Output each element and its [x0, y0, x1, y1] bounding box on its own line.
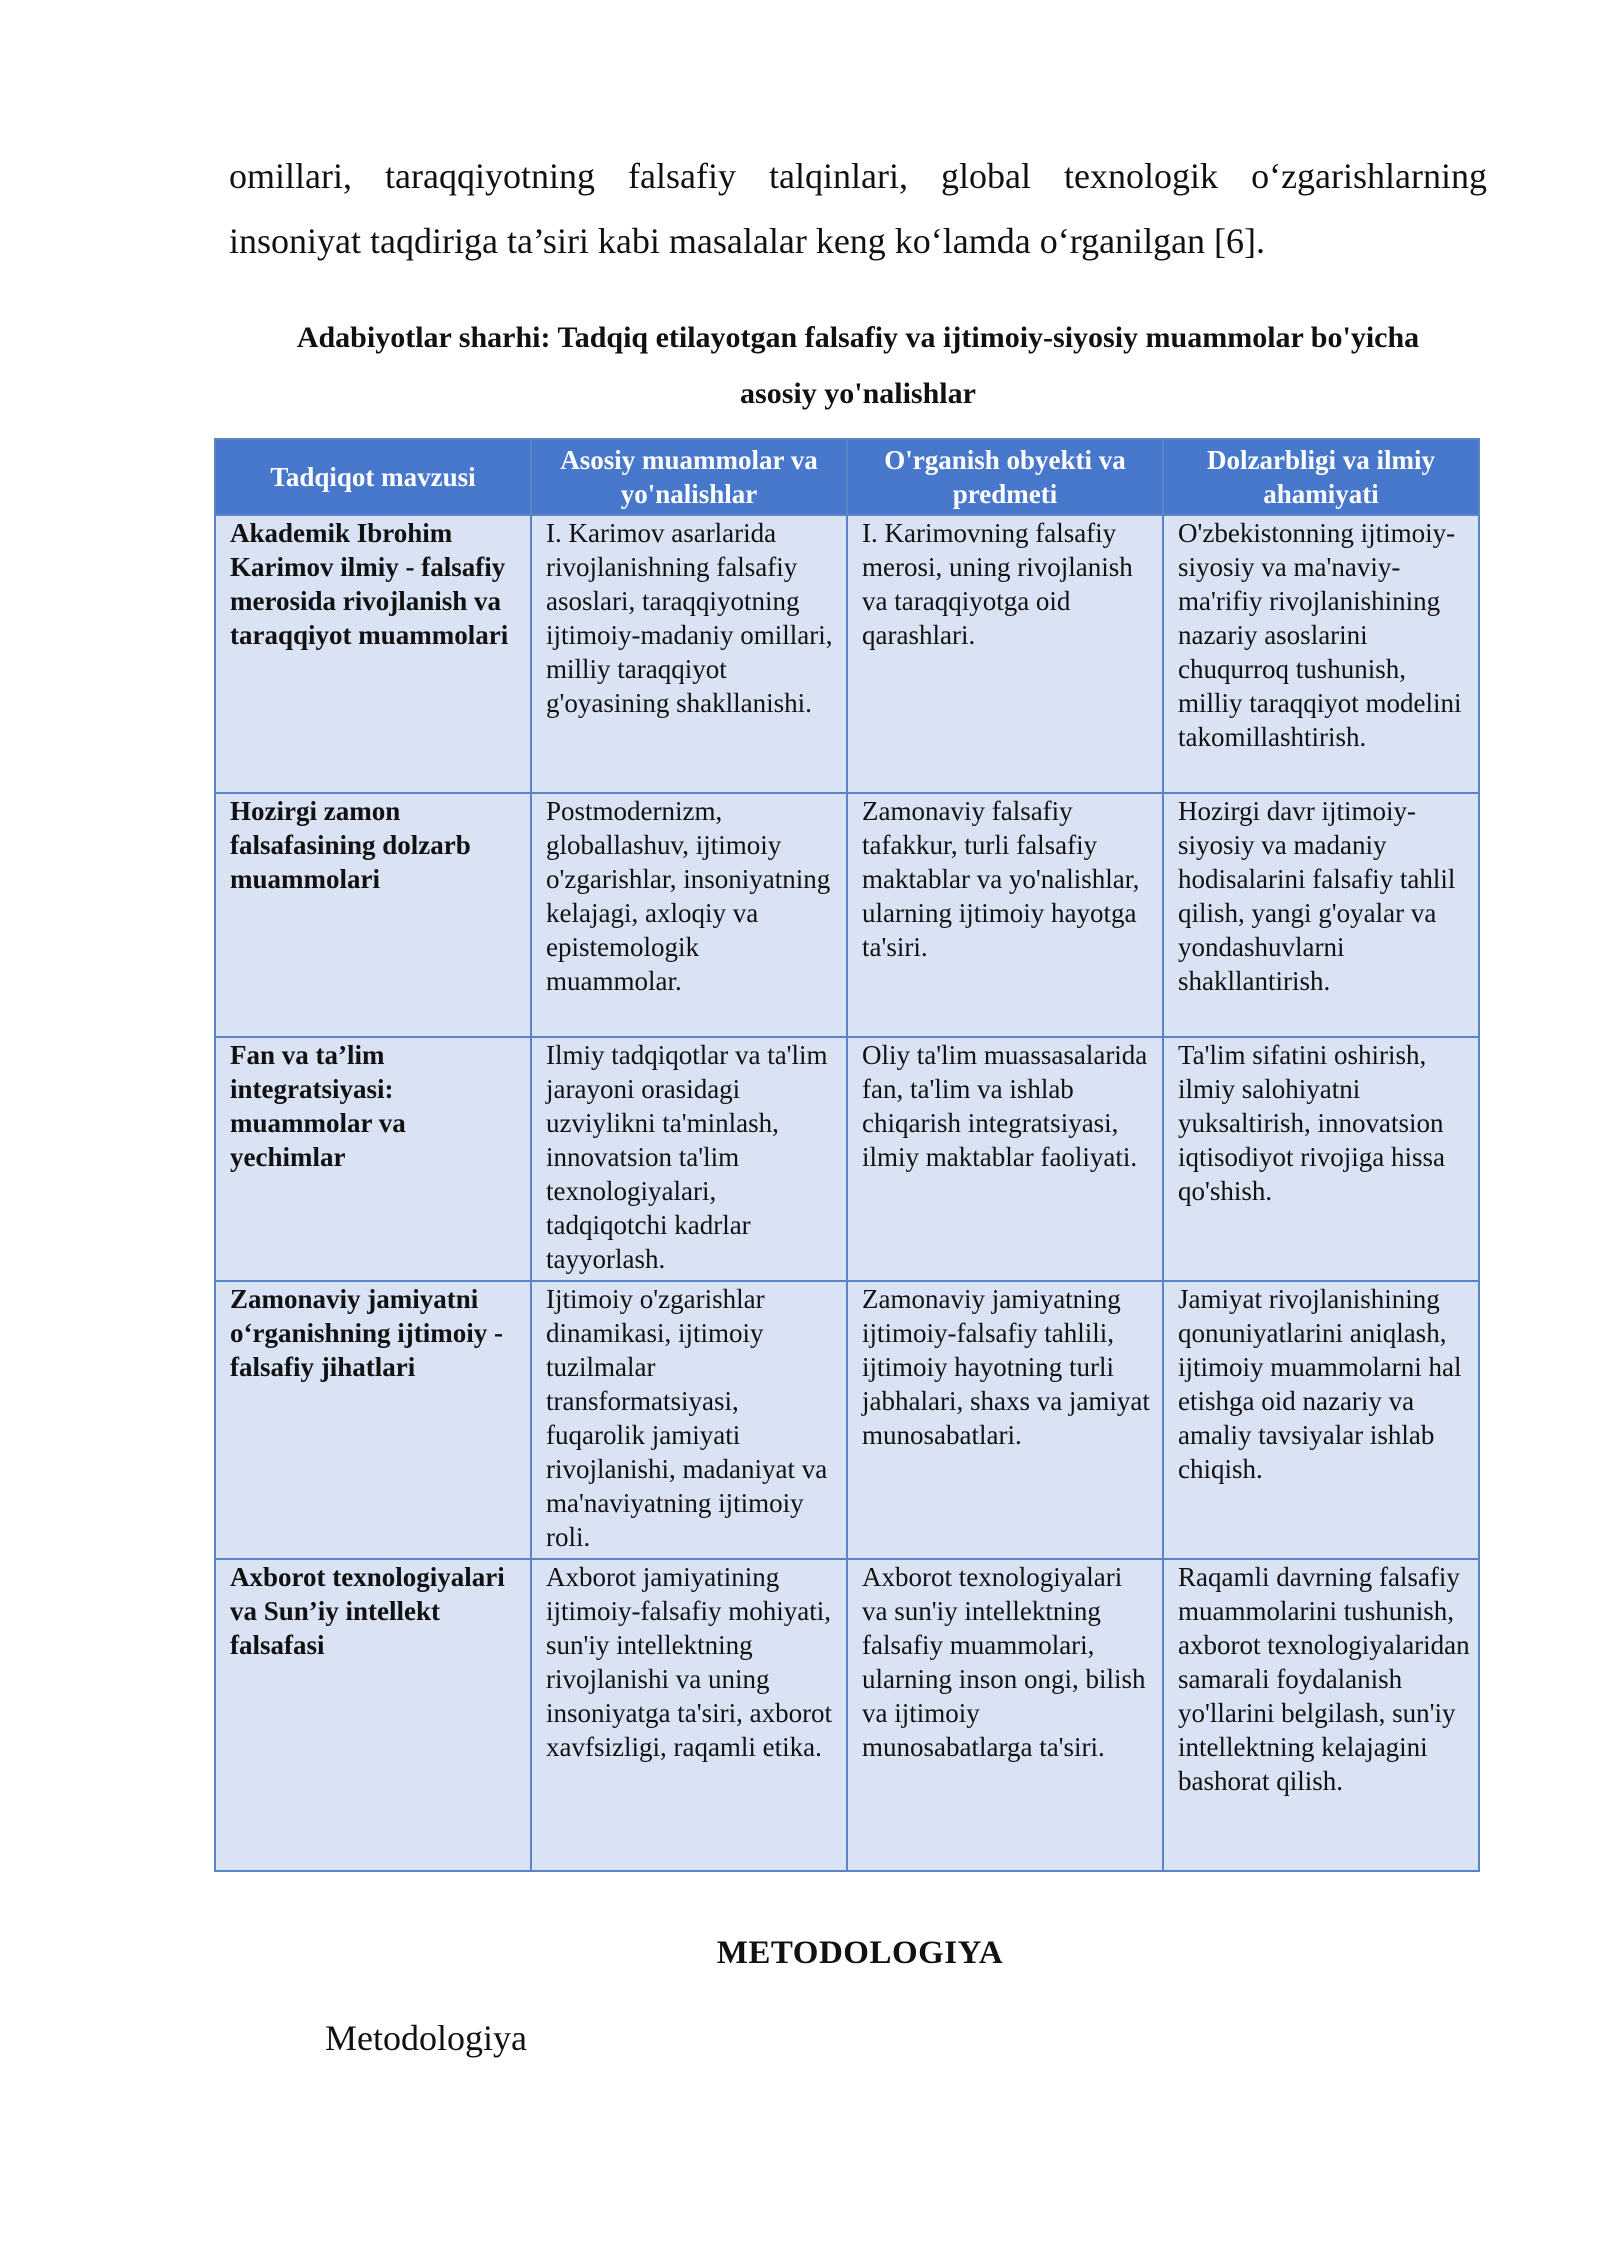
table-caption-line-2: asosiy yo'nalishlar [740, 377, 976, 410]
cell-relevance: O'zbekistonning ijtimoiy-siyosiy va ma'naviy-ma'rifiy rivojlanishining nazariy asoslarini chuqurroq tushunish, milliy taraqqiyot modelini takomillashtirish. [1163, 515, 1479, 793]
cell-problems: Ilmiy tadqiqotlar va ta'lim jarayoni orasidagi uzviylikni ta'minlash, innovatsion ta'lim texnologiyalari, tadqiqotchi kadrlar tayyorlash. [531, 1037, 847, 1281]
header-relevance: Dolzarbligi va ilmiy ahamiyati [1163, 439, 1479, 515]
cell-object: Oliy ta'lim muassasalarida fan, ta'lim va ishlab chiqarish integratsiyasi, ilmiy maktablar faoliyati. [847, 1037, 1163, 1281]
table-row [215, 793, 1479, 1037]
cell-object: Axborot texnologiyalari va sun'iy intellektning falsafiy muammolari, ularning inson ongi, bilish va ijtimoiy munosabatlarga ta'siri. [847, 1559, 1163, 1871]
cell-topic: Axborot texnologiyalari va Sun’iy intellekt falsafasi [215, 1559, 531, 1871]
table-caption [229, 310, 1487, 422]
cell-topic: Zamonaviy jamiyatni oʻrganishning ijtimoiy -falsafiy jihatlari [215, 1281, 531, 1559]
table-row [215, 1037, 1479, 1281]
cell-relevance: Ta'lim sifatini oshirish, ilmiy salohiyatni yuksaltirish, innovatsion iqtisodiyot rivojiga hissa qo'shish. [1163, 1037, 1479, 1281]
table-caption-line-1: Adabiyotlar sharhi: Tadqiq etilayotgan falsafiy va ijtimoiy-siyosiy muammolar bo'yicha [296, 321, 1420, 354]
cell-object: Zamonaviy falsafiy tafakkur, turli falsafiy maktablar va yo'nalishlar, ularning ijtimoiy hayotga ta'siri. [847, 793, 1163, 1037]
table-row [215, 515, 1479, 793]
cell-topic: Hozirgi zamon falsafasining dolzarb muammolari [215, 793, 531, 1037]
table-row [215, 1559, 1479, 1871]
section-paragraph: Metodologiya [325, 2018, 527, 2058]
cell-topic: Akademik Ibrohim Karimov ilmiy - falsafiy merosida rivojlanish va taraqqiyot muammolari [215, 515, 531, 793]
header-topic: Tadqiqot mavzusi [215, 439, 531, 515]
cell-topic: Fan va ta’lim integratsiyasi: muammolar va yechimlar [215, 1037, 531, 1281]
intro-paragraph [229, 144, 1487, 274]
header-problems: Asosiy muammolar va yo'nalishlar [531, 439, 847, 515]
table-header-row [215, 439, 1479, 515]
literature-review-table [214, 438, 1480, 1872]
intro-line-1: omillari, taraqqiyotning falsafiy talqinlari, global texnologik oʻzgarishlarning [229, 156, 1487, 196]
cell-object: Zamonaviy jamiyatning ijtimoiy-falsafiy tahlili, ijtimoiy hayotning turli jabhalari, shaxs va jamiyat munosabatlari. [847, 1281, 1163, 1559]
table-row [215, 1281, 1479, 1559]
cell-relevance: Hozirgi davr ijtimoiy-siyosiy va madaniy hodisalarini falsafiy tahlil qilish, yangi g'oyalar va yondashuvlarni shakllantirish. [1163, 793, 1479, 1037]
cell-problems: I. Karimov asarlarida rivojlanishning falsafiy asoslari, taraqqiyotning ijtimoiy-madaniy omillari, milliy taraqqiyot g'oyasining shakllanishi. [531, 515, 847, 793]
section-heading: METODOLOGIYA [716, 1935, 1004, 1971]
header-object: O'rganish obyekti va predmeti [847, 439, 1163, 515]
cell-problems: Axborot jamiyatining ijtimoiy-falsafiy mohiyati, sun'iy intellektning rivojlanishi va uning insoniyatga ta'siri, axborot xavfsizligi, raqamli etika. [531, 1559, 847, 1871]
cell-relevance: Raqamli davrning falsafiy muammolarini tushunish, axborot texnologiyalaridan samarali foydalanish yo'llarini belgilash, sun'iy intellektning kelajagini bashorat qilish. [1163, 1559, 1479, 1871]
intro-line-2: insoniyat taqdiriga ta’siri kabi masalalar keng koʻlamda oʻrganilgan [6]. [229, 221, 1266, 261]
cell-object: I. Karimovning falsafiy merosi, uning rivojlanish va taraqqiyotga oid qarashlari. [847, 515, 1163, 793]
cell-relevance: Jamiyat rivojlanishining qonuniyatlarini aniqlash, ijtimoiy muammolarni hal etishga oid nazariy va amaliy tavsiyalar ishlab chiqish. [1163, 1281, 1479, 1559]
cell-problems: Postmodernizm, globallashuv, ijtimoiy o'zgarishlar, insoniyatning kelajagi, axloqiy va epistemologik muammolar. [531, 793, 847, 1037]
cell-problems: Ijtimoiy o'zgarishlar dinamikasi, ijtimoiy tuzilmalar transformatsiyasi, fuqarolik jamiyati rivojlanishi, madaniyat va ma'naviyatning ijtimoiy roli. [531, 1281, 847, 1559]
